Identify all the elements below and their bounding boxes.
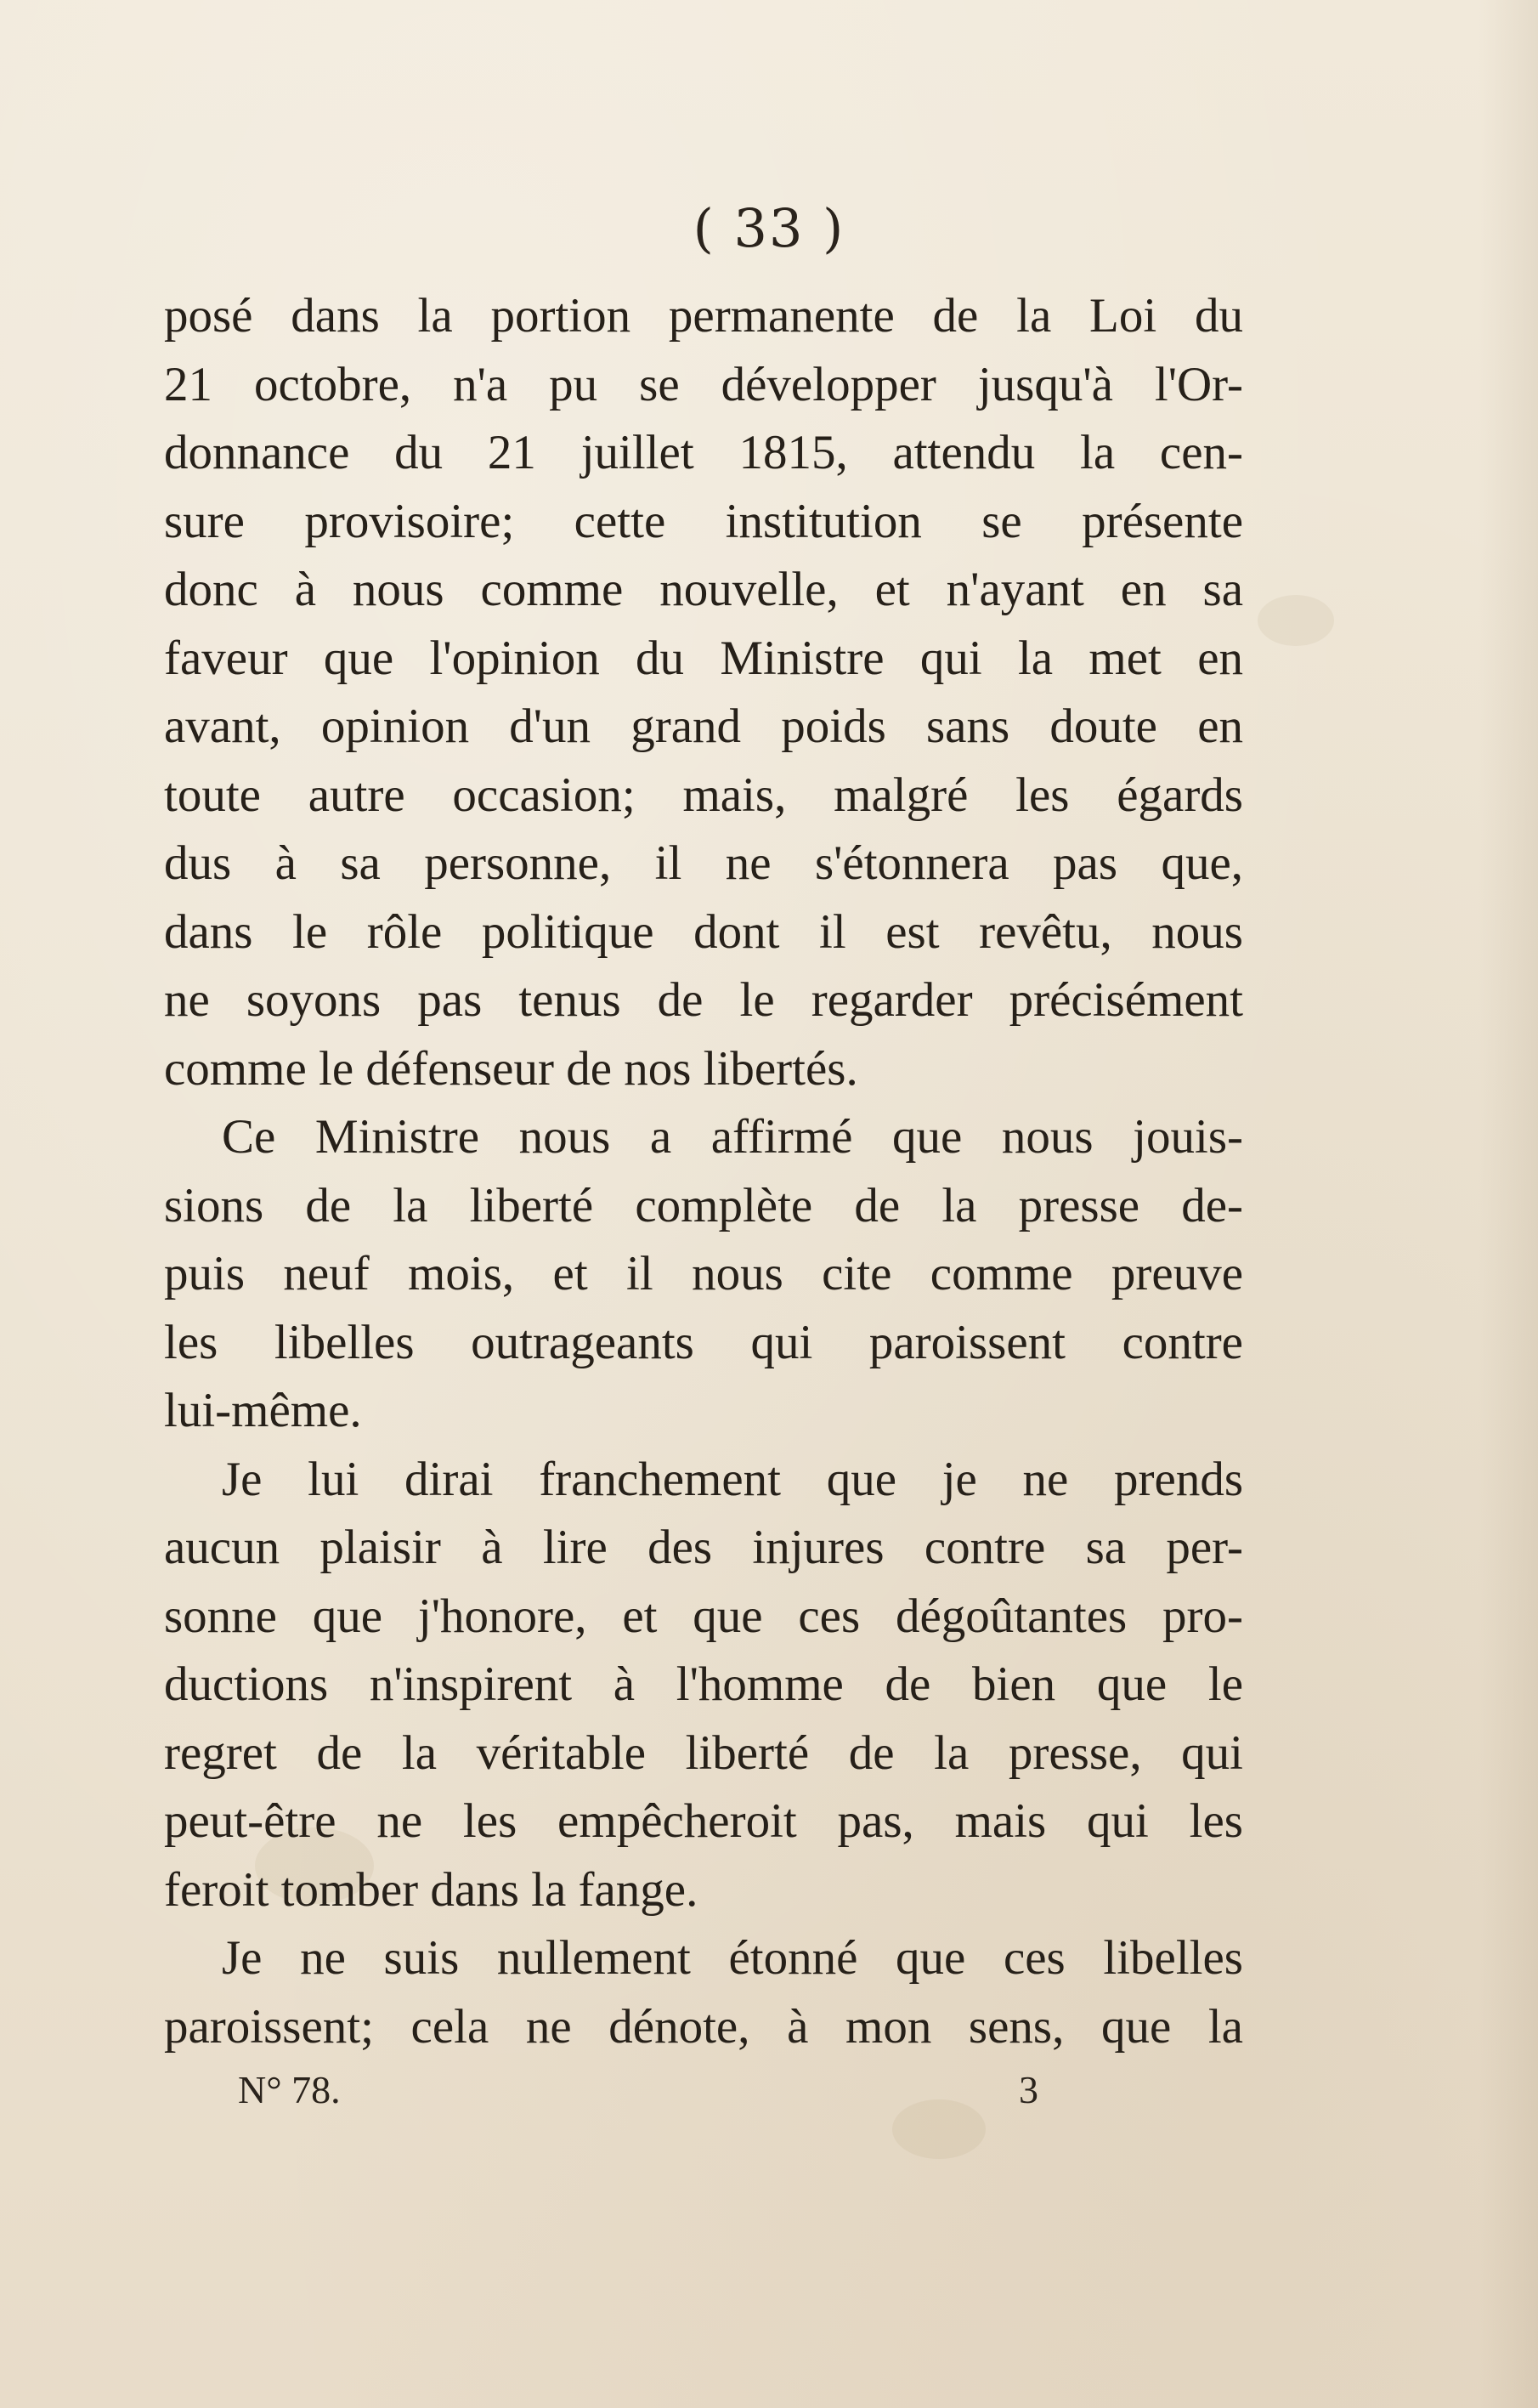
text-line: puis neuf mois, et il nous cite comme preuve bbox=[164, 1247, 1243, 1300]
text-line: Je ne suis nullement étonné que ces libelles bbox=[222, 1931, 1243, 1985]
text-line: dans le rôle politique dont il est revêtu, nous bbox=[164, 904, 1243, 959]
body-text bbox=[164, 282, 1243, 2061]
page-edge-shadow bbox=[1479, 0, 1538, 2408]
text-line: paroissent; cela ne dénote, à mon sens, que la bbox=[164, 1999, 1243, 2054]
text-line: 21 octobre, n'a pu se développer jusqu'à l'Or- bbox=[164, 357, 1243, 411]
text-line: toute autre occasion; mais, malgré les égards bbox=[164, 768, 1243, 822]
text-line: lui-même. bbox=[164, 1384, 362, 1437]
footer-signature-mark: 3 bbox=[1019, 2068, 1038, 2111]
text-line: feroit tomber dans la fange. bbox=[164, 1862, 698, 1917]
text-line: sure provisoire; cette institution se présente bbox=[164, 494, 1243, 548]
foxing-spot bbox=[892, 2099, 986, 2159]
footer-issue-number: N° 78. bbox=[238, 2068, 341, 2111]
text-line: ne soyons pas tenus de le regarder précisément bbox=[164, 973, 1243, 1027]
text-line: dus à sa personne, il ne s'étonnera pas que, bbox=[164, 836, 1243, 890]
page-number-header: ( 33 ) bbox=[693, 197, 845, 259]
text-line: peut-être ne les empêcheroit pas, mais qui les bbox=[164, 1794, 1243, 1848]
text-line: les libelles outrageants qui paroissent contre bbox=[164, 1315, 1243, 1369]
text-line: faveur que l'opinion du Ministre qui la met en bbox=[164, 631, 1243, 685]
text-line: Ce Ministre nous a affirmé que nous jouis- bbox=[222, 1110, 1243, 1164]
text-line: posé dans la portion permanente de la Loi du bbox=[164, 289, 1243, 343]
text-line: sonne que j'honore, et que ces dégoûtantes pro- bbox=[164, 1589, 1243, 1643]
foxing-spot bbox=[1258, 595, 1334, 646]
text-line: sions de la liberté complète de la presse de- bbox=[164, 1178, 1243, 1232]
text-line: ductions n'inspirent à l'homme de bien que le bbox=[164, 1657, 1243, 1711]
text-line: comme le défenseur de nos libertés. bbox=[164, 1041, 858, 1096]
text-line: Je lui dirai franchement que je ne prends bbox=[222, 1452, 1243, 1506]
text-line: donnance du 21 juillet 1815, attendu la cen- bbox=[164, 426, 1243, 479]
text-line: aucun plaisir à lire des injures contre sa per- bbox=[164, 1521, 1243, 1574]
text-line: regret de la véritable liberté de la presse, qui bbox=[164, 1725, 1243, 1780]
text-line: donc à nous comme nouvelle, et n'ayant en sa bbox=[164, 563, 1243, 616]
text-line: avant, opinion d'un grand poids sans doute en bbox=[164, 700, 1243, 753]
